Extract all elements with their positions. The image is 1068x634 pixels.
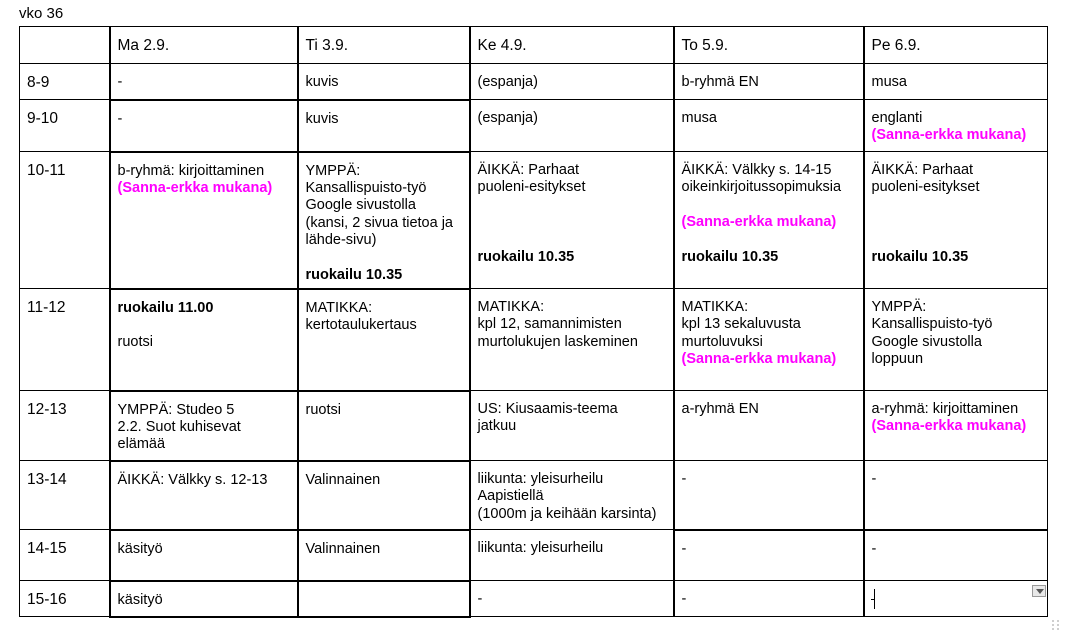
day-header[interactable]: Ti 3.9. (298, 27, 470, 64)
lesson-text: puoleni-esitykset (477, 179, 586, 196)
schedule-cell[interactable] (298, 461, 470, 530)
time-slot-cell[interactable]: 9-10 (20, 100, 110, 152)
lesson-text: käsityö (117, 591, 163, 608)
lesson-text: b-ryhmä EN (681, 74, 759, 90)
lesson-text: - (681, 540, 687, 557)
lesson-text: murtolukujen laskeminen (477, 333, 638, 350)
blank-line (872, 591, 1041, 608)
lunch-time-text: ruokailu 10.35 (477, 248, 575, 265)
schedule-cell[interactable] (674, 289, 864, 391)
lesson-text: (kansi, 2 sivua tietoa ja (305, 214, 453, 231)
day-header[interactable]: Pe 6.9. (864, 27, 1048, 64)
lesson-text: kpl 13 sekaluvusta (681, 316, 801, 333)
schedule-cell[interactable] (864, 289, 1048, 391)
time-slot-cell[interactable]: 14-15 (20, 530, 110, 581)
lunch-time-text: ruokailu 10.35 (681, 249, 779, 265)
text-cursor (874, 589, 875, 609)
schedule-cell[interactable] (674, 64, 864, 100)
lesson-text: puoleni-esitykset (871, 179, 980, 196)
lesson-text: kertotaulukertaus (305, 316, 417, 333)
lesson-text: YMPPÄ: (305, 162, 361, 179)
blank-line (872, 197, 1041, 214)
blank-line (872, 232, 1041, 249)
time-slot-cell[interactable]: 15-16 (20, 581, 110, 617)
assistant-note-text: (Sanna-erkka mukana) (871, 127, 1027, 144)
lesson-text: (espanja) (477, 74, 538, 90)
schedule-cell[interactable] (674, 581, 864, 617)
lesson-text: - (117, 110, 123, 127)
lesson-text: ÄIKKÄ: Parhaat (477, 162, 580, 178)
lesson-text: - (477, 591, 483, 607)
lesson-text: - (871, 471, 877, 487)
time-slot-cell[interactable]: 11-12 (20, 289, 110, 391)
lesson-text: - (681, 471, 687, 487)
lesson-text: Kansallispuisto-työ (305, 179, 427, 196)
day-header[interactable]: To 5.9. (674, 27, 864, 64)
lesson-text: 2.2. Suot kuhisevat (117, 418, 241, 435)
weekly-schedule-table (19, 26, 1048, 618)
schedule-cell[interactable] (298, 289, 470, 391)
text-cursor-mark (871, 599, 874, 600)
assistant-note-text: (Sanna-erkka mukana) (681, 351, 837, 368)
assistant-note-text: (Sanna-erkka mukana) (681, 214, 837, 231)
lesson-text: - (871, 540, 877, 557)
lesson-text: ruotsi (117, 334, 153, 351)
schedule-cell[interactable] (674, 391, 864, 461)
blank-line (872, 214, 1041, 231)
assistant-note-text: (Sanna-erkka mukana) (117, 179, 273, 196)
lesson-text: lähde-sivu) (305, 232, 377, 249)
schedule-cell[interactable] (298, 100, 470, 152)
schedule-cell[interactable] (298, 581, 470, 617)
schedule-cell[interactable] (674, 461, 864, 530)
lesson-text: kpl 12, samannimisten (477, 316, 622, 333)
schedule-cell[interactable] (470, 289, 674, 391)
schedule-cell[interactable] (864, 581, 1048, 617)
schedule-cell[interactable] (298, 152, 470, 289)
lesson-text: MATIKKA: (305, 299, 373, 316)
blank-line (478, 197, 666, 214)
schedule-cell[interactable] (110, 530, 298, 581)
blank-line (682, 232, 856, 249)
schedule-cell[interactable] (110, 289, 298, 391)
schedule-row (20, 64, 1048, 100)
assistant-note-text: (Sanna-erkka mukana) (871, 418, 1027, 435)
schedule-cell[interactable] (674, 100, 864, 152)
schedule-cell[interactable] (470, 530, 674, 581)
schedule-cell[interactable] (298, 64, 470, 100)
lesson-text: murtoluvuksi (681, 333, 763, 350)
schedule-row (20, 581, 1048, 617)
lesson-text: (1000m ja keihään karsinta) (477, 505, 657, 522)
blank-line (682, 197, 856, 214)
lesson-text: (espanja) (477, 110, 538, 126)
week-title: vko 36 (19, 5, 64, 22)
blank-line (478, 214, 666, 231)
lesson-text: musa (871, 74, 907, 90)
schedule-cell[interactable] (864, 64, 1048, 100)
schedule-cell[interactable] (674, 152, 864, 289)
lunch-time-text: ruokailu 10.35 (871, 248, 969, 265)
lesson-text: elämää (117, 436, 166, 453)
lunch-time-text: ruokailu 10.35 (305, 266, 403, 283)
lesson-text: kuvis (305, 110, 339, 127)
lesson-text: b-ryhmä: kirjoittaminen (117, 162, 265, 179)
schedule-cell[interactable] (110, 581, 298, 617)
lesson-text: YMPPÄ: Studeo 5 (117, 401, 235, 418)
schedule-row (20, 461, 1048, 530)
lesson-text: kuvis (305, 74, 339, 90)
lesson-text: oikeinkirjoitussopimuksia (681, 179, 842, 196)
schedule-row (20, 391, 1048, 461)
schedule-cell[interactable] (470, 100, 674, 152)
schedule-row (20, 289, 1048, 391)
lesson-text: Google sivustolla (871, 333, 982, 350)
lesson-text: Google sivustolla (305, 197, 416, 214)
lesson-text: ÄIKKÄ: Välkky s. 12-13 (117, 471, 268, 488)
day-header[interactable]: Ma 2.9. (110, 27, 298, 64)
lesson-text: liikunta: yleisurheilu (477, 471, 604, 487)
lesson-text: Aapistiellä (477, 488, 544, 505)
schedule-cell[interactable] (470, 391, 674, 461)
lesson-text: - (117, 74, 123, 90)
blank-line (306, 250, 462, 267)
schedule-cell[interactable] (864, 461, 1048, 530)
schedule-cell[interactable] (110, 152, 298, 289)
header-row (20, 27, 1048, 64)
schedule-row (20, 100, 1048, 152)
schedule-cell[interactable] (110, 100, 298, 152)
lesson-text: US: Kiusaamis-teema (477, 401, 618, 417)
schedule-cell[interactable] (110, 391, 298, 461)
blank-line (118, 317, 290, 334)
lesson-text: ruotsi (305, 401, 341, 418)
schedule-cell[interactable] (864, 391, 1048, 461)
time-slot-cell[interactable]: 8-9 (20, 64, 110, 100)
lesson-text: ÄIKKÄ: Parhaat (871, 162, 974, 178)
lesson-text: liikunta: yleisurheilu (477, 540, 604, 556)
schedule-row (20, 152, 1048, 289)
lesson-text: musa (681, 110, 717, 126)
schedule-row (20, 530, 1048, 581)
lesson-text: Valinnainen (305, 540, 381, 557)
lesson-text: MATIKKA: (681, 299, 749, 315)
lunch-time-text: ruokailu 11.00 (117, 299, 214, 316)
lesson-text: a-ryhmä: kirjoittaminen (871, 401, 1019, 417)
cell-dropdown-icon[interactable] (1032, 585, 1046, 597)
lesson-text: a-ryhmä EN (681, 401, 759, 417)
time-slot-cell[interactable]: 12-13 (20, 391, 110, 461)
lesson-text: englanti (871, 110, 923, 126)
schedule-cell[interactable] (674, 530, 864, 581)
schedule-cell[interactable] (470, 64, 674, 100)
lesson-text: - (681, 591, 687, 607)
lesson-text: ÄIKKÄ: Välkky s. 14-15 (681, 162, 832, 178)
schedule-cell[interactable] (470, 581, 674, 617)
lesson-text: Kansallispuisto-työ (871, 316, 993, 333)
blank-line (478, 232, 666, 249)
lesson-text: YMPPÄ: (871, 299, 927, 315)
lesson-text: Valinnainen (305, 471, 381, 488)
schedule-cell[interactable] (110, 64, 298, 100)
corner-cell[interactable] (20, 27, 110, 64)
time-slot-cell[interactable]: 10-11 (20, 152, 110, 289)
schedule-cell[interactable] (864, 152, 1048, 289)
schedule-cell[interactable] (298, 391, 470, 461)
lesson-text: loppuun (871, 351, 924, 368)
schedule-cell[interactable] (110, 461, 298, 530)
lesson-text: käsityö (117, 540, 163, 557)
schedule-cell[interactable] (470, 461, 674, 530)
schedule-cell[interactable] (298, 530, 470, 581)
schedule-cell[interactable] (864, 530, 1048, 581)
time-slot-cell[interactable]: 13-14 (20, 461, 110, 530)
schedule-cell[interactable] (470, 152, 674, 289)
resize-grip-icon[interactable] (1050, 618, 1062, 632)
lesson-text: jatkuu (477, 418, 517, 435)
day-header[interactable]: Ke 4.9. (470, 27, 674, 64)
schedule-cell[interactable] (864, 100, 1048, 152)
lesson-text: MATIKKA: (477, 299, 545, 315)
